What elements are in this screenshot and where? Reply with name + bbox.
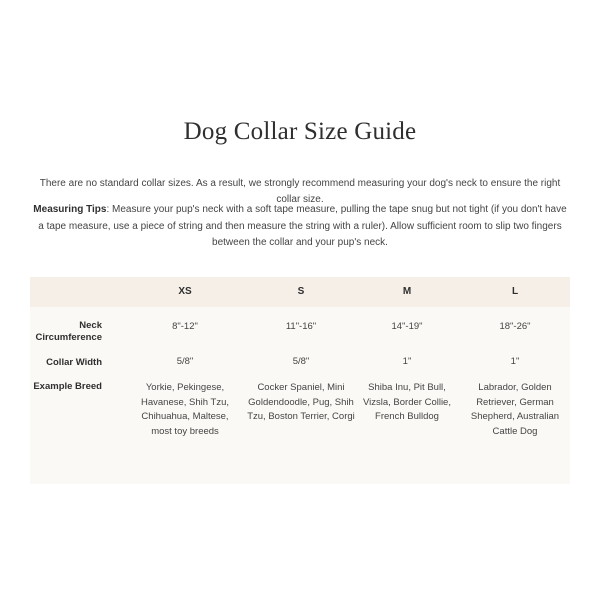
page-title: Dog Collar Size Guide [183,118,417,145]
table-cell: 8"-12" [172,321,198,332]
table-cell: 1" [510,356,520,367]
row-label-collar-width: Collar Width [46,357,102,368]
row-label-neck-circumference: Neck Circumference [35,320,102,343]
column-header-m: M [402,286,412,297]
table-cell: 14"-19" [391,321,423,332]
column-header-s: S [297,286,305,297]
intro-text: There are no standard collar sizes. As a result, we strongly recommend measuring your dog's neck to ensure the right collar size. [39,178,561,205]
table-cell: 18"-26" [499,321,531,332]
table-cell: Yorkie, Pekingese, Havanese, Shih Tzu, Chihuahua, Maltese, most toy breeds [140,382,229,437]
measuring-tips-label: Measuring Tips [33,204,107,215]
table-cell: 5/8" [176,356,194,367]
table-cell: Cocker Spaniel, Mini Goldendoodle, Pug, Shih Tzu, Boston Terrier, Corgi [247,382,355,422]
column-header-l: L [511,286,519,297]
column-header-xs: XS [178,286,192,297]
size-table [30,277,570,484]
table-cell: 5/8" [292,356,310,367]
size-table-header [30,277,570,307]
table-cell: Labrador, Golden Retriever, German Shepherd, Australian Cattle Dog [470,382,560,437]
table-cell: 11"-16" [285,321,317,332]
table-cell: 1" [402,356,412,367]
table-cell: Shiba Inu, Pit Bull, Vizsla, Border Collie, French Bulldog [362,382,451,422]
row-label-example-breed: Example Breed [33,381,102,392]
measuring-tips-text: : Measure your pup's neck with a soft tape measure, pulling the tape snug but not tight (if you don't have a tape measure, use a piece of string and then measure the string with a ruler). Allow sufficient room to slip two fingers between the collar and your pup's neck. [38,204,567,248]
measuring-tips [30,202,570,252]
